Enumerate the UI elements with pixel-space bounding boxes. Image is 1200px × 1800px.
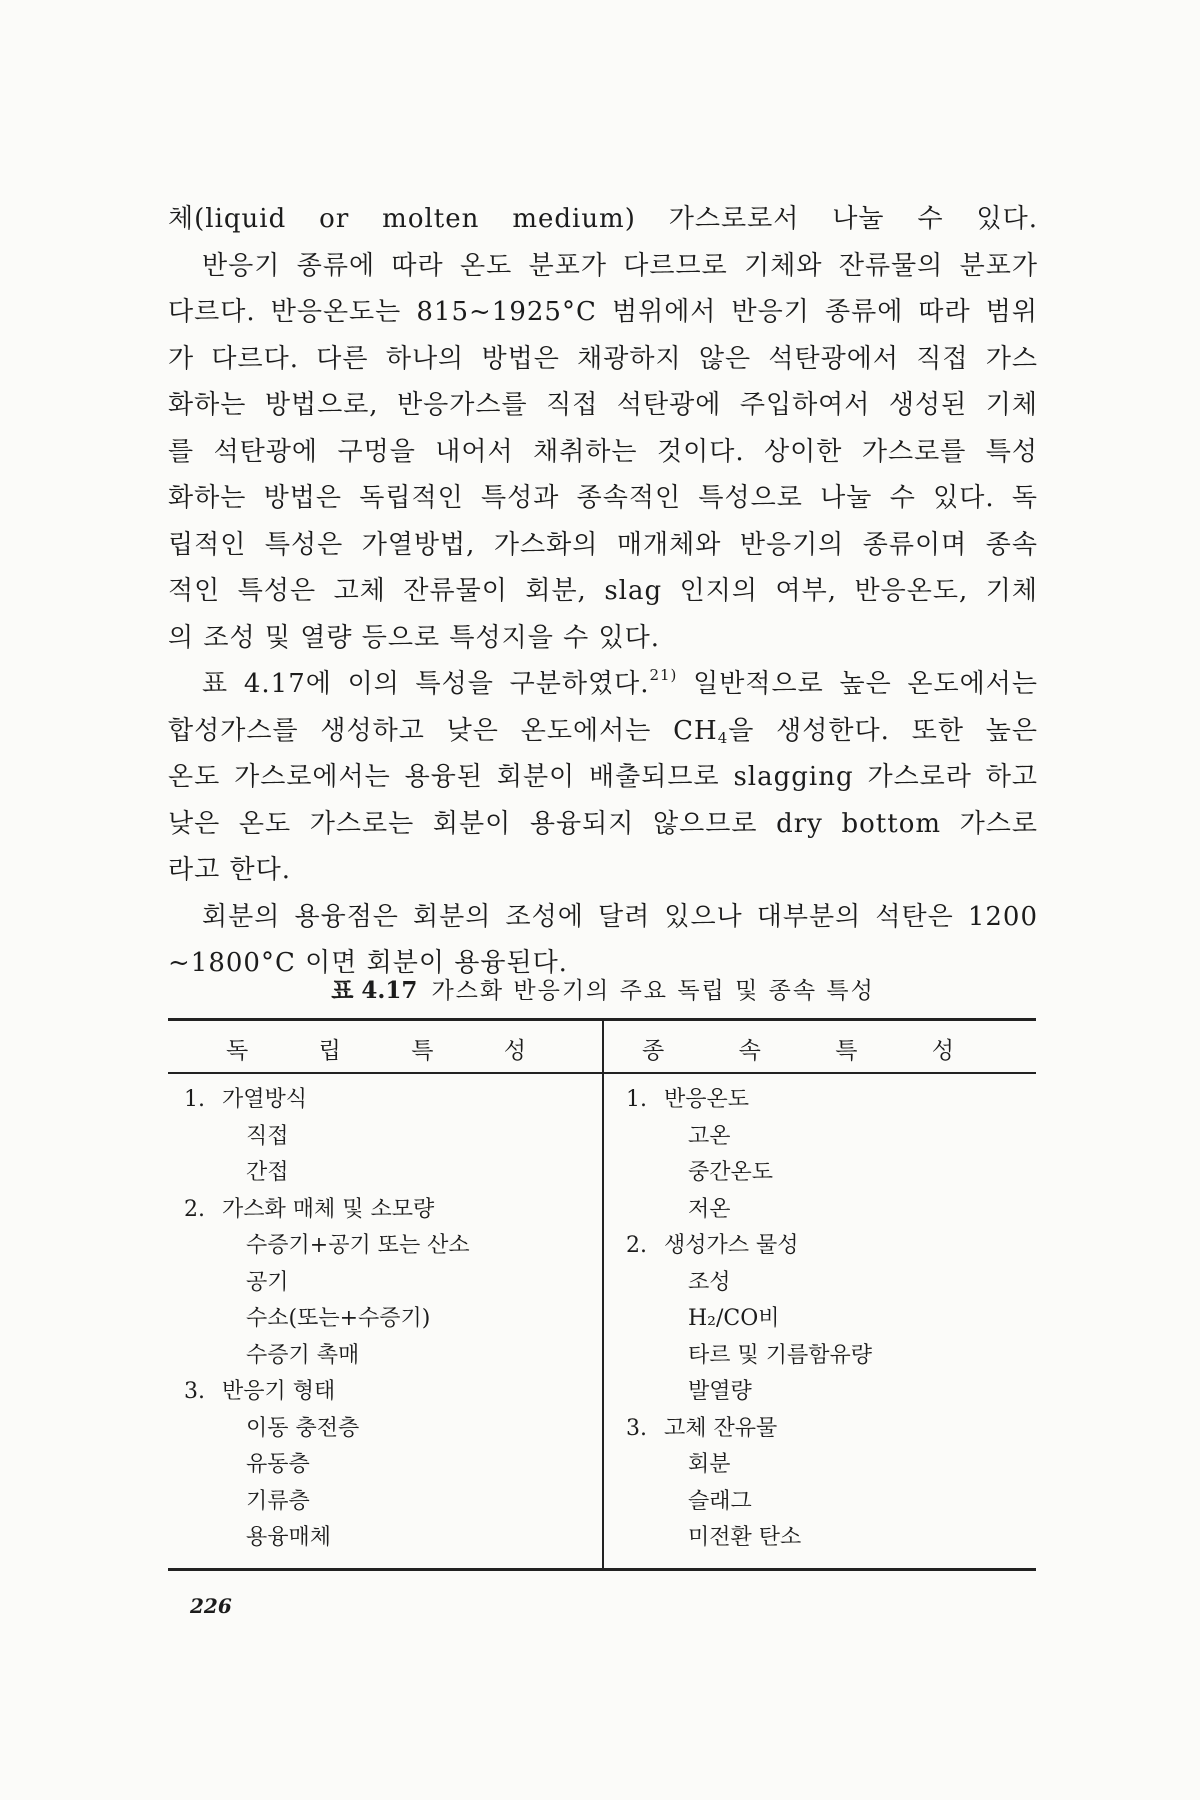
- group-heading: [626, 1411, 1026, 1448]
- header-independent: [226, 1026, 526, 1070]
- list-item: 직접: [246, 1123, 289, 1149]
- text-line: 반응기 종류에 따라 온도 분포가 다르므로 기체와 잔류물의 분포가: [202, 250, 1038, 281]
- text-fragment: 합성가스를 생성하고 낮은 온도에서는 CH: [168, 715, 718, 746]
- text-line: 온도 가스로에서는 용융된 회분이 배출되므로 slagging 가스로라 하고: [168, 762, 1038, 792]
- list-item: 수증기+공기 또는 산소: [246, 1233, 470, 1258]
- list-item: H₂/CO비: [688, 1306, 780, 1331]
- group-number: 1.: [626, 1087, 647, 1112]
- dependent-column: [626, 1082, 1026, 1557]
- body-text: [168, 196, 1038, 987]
- group-heading: [626, 1228, 1026, 1265]
- text-line: 의 조성 및 열량 등으로 특성지을 수 있다.: [168, 622, 660, 653]
- group-number: 2.: [626, 1233, 647, 1258]
- group-heading: [184, 1192, 584, 1229]
- list-item: 수증기 촉매: [246, 1342, 360, 1368]
- table-caption: [168, 972, 1038, 1005]
- list-item: 기류층: [246, 1488, 310, 1514]
- text-line: 적인 특성은 고체 잔류물이 회분, slag 인지의 여부, 반응온도, 기체: [168, 576, 1038, 606]
- table-title: 가스화 반응기의 주요 독립 및 종속 특성: [431, 978, 875, 1004]
- header-dependent: [642, 1026, 954, 1070]
- list-item: 수소(또는+수증기): [246, 1306, 431, 1331]
- list-item: 공기: [246, 1269, 289, 1295]
- text-line: 낮은 온도 가스로는 회분이 용융되지 않으므로 dry bottom 가스로: [168, 808, 1038, 839]
- list-item: 유동층: [246, 1452, 310, 1477]
- list-item: 용융매체: [246, 1525, 332, 1550]
- table-bottom-rule: [168, 1568, 1036, 1571]
- list-item: 중간온도: [688, 1160, 774, 1185]
- list-item: 발열량: [688, 1379, 752, 1404]
- header-char: 성: [931, 1037, 954, 1064]
- text-line: 체(liquid or molten medium) 가스로로서 나눌 수 있다.: [168, 204, 1038, 234]
- text-fragment: 일반적으로 높은 온도에서는: [677, 669, 1039, 699]
- group-heading: [626, 1082, 1026, 1119]
- list-item: 고온: [688, 1123, 731, 1149]
- list-item: 슬래그: [688, 1488, 752, 1514]
- text-line: 가 다르다. 다른 하나의 방법은 채광하지 않은 석탄광에서 직접 가스: [168, 343, 1038, 374]
- text-line: ~1800°C 이면 회분이 용융된다.: [168, 948, 568, 978]
- reference-marker: 21): [649, 666, 678, 684]
- header-char: 특: [835, 1037, 858, 1064]
- group-title: 가스화 매체 및 소모량: [222, 1196, 435, 1222]
- text-fragment: 표 4.17에 이의 특성을 구분하였다.: [202, 669, 650, 699]
- independent-column: [184, 1082, 584, 1557]
- group-title: 반응기 형태: [222, 1379, 336, 1404]
- text-line: 화하는 방법으로, 반응가스를 직접 석탄광에 주입하여서 생성된 기체: [168, 390, 1038, 420]
- group-number: 1.: [184, 1087, 205, 1112]
- text-fragment: 을 생성한다. 또한 높은: [728, 715, 1039, 746]
- text-line: 라고 한다.: [168, 855, 291, 885]
- text-line: 를 석탄광에 구멍을 내어서 채취하는 것이다. 상이한 가스로를 특성: [168, 436, 1038, 467]
- list-item: 미전환 탄소: [688, 1525, 802, 1550]
- list-item: 저온: [688, 1196, 731, 1222]
- header-char: 성: [503, 1037, 526, 1064]
- table-column-divider: [602, 1021, 604, 1568]
- list-item: 이동 충전층: [246, 1415, 360, 1441]
- group-heading: [184, 1082, 584, 1119]
- group-title: 고체 잔유물: [664, 1415, 778, 1441]
- group-title: 가열방식: [222, 1087, 308, 1112]
- header-char: 종: [642, 1037, 665, 1064]
- text-line: [168, 708, 1038, 755]
- header-char: 독: [226, 1037, 249, 1064]
- text-line: 회분의 용융점은 회분의 조성에 달려 있으나 대부분의 석탄은 1200: [202, 901, 1038, 932]
- group-number: 3.: [184, 1379, 205, 1404]
- group-title: 생성가스 물성: [664, 1233, 799, 1258]
- text-line: 립적인 특성은 가열방법, 가스화의 매개체와 반응기의 종류이며 종속: [168, 529, 1038, 560]
- list-item: 조성: [688, 1269, 731, 1295]
- group-number: 3.: [626, 1415, 647, 1441]
- list-item: 회분: [688, 1452, 731, 1477]
- text-line: 화하는 방법은 독립적인 특성과 종속적인 특성으로 나눌 수 있다. 독: [168, 483, 1038, 513]
- header-char: 특: [411, 1037, 434, 1064]
- page-number: 226: [190, 1594, 232, 1618]
- header-char: 립: [318, 1037, 341, 1064]
- group-heading: [184, 1374, 584, 1411]
- text-line: 다르다. 반응온도는 815~1925°C 범위에서 반응기 종류에 따라 범위: [168, 297, 1038, 327]
- text-line: [168, 661, 1038, 708]
- table-number: 표 4.17: [331, 977, 418, 1004]
- group-title: 반응온도: [664, 1087, 750, 1112]
- group-number: 2.: [184, 1196, 205, 1222]
- header-char: 속: [738, 1037, 761, 1064]
- subscript: 4: [717, 728, 729, 747]
- list-item: 타르 및 기름함유량: [688, 1342, 873, 1368]
- list-item: 간접: [246, 1160, 289, 1185]
